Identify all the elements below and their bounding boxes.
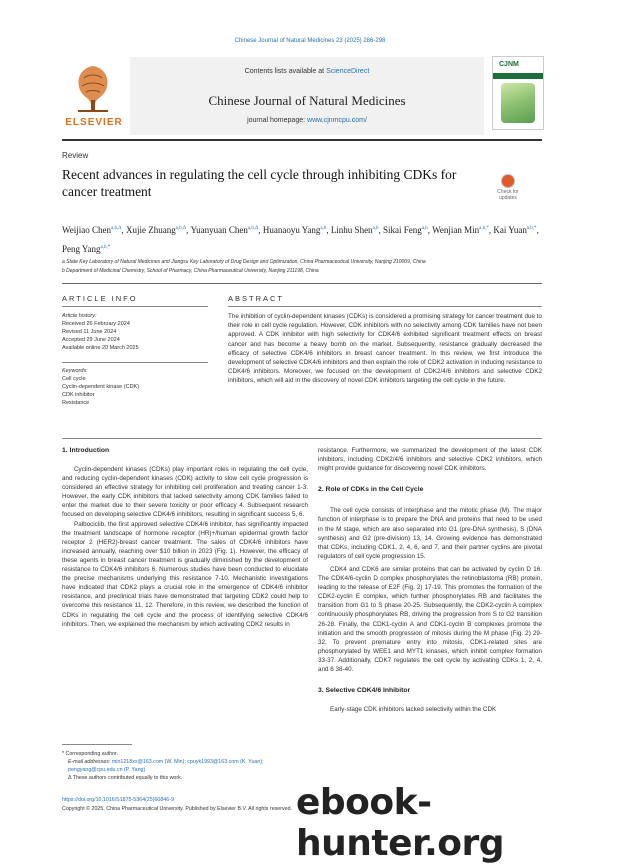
keyword-item: Cyclin-dependent kinase (CDK): [62, 384, 140, 390]
paragraph: resistance. Furthermore, we summarized the development of the latest CDK inhibitors, including CDK2/4/6 inhibitors and selective CDK2 inhibitors, which might provide guidance for discovering novel CDK inhibitors.: [318, 447, 542, 473]
right-column: [318, 446, 542, 714]
left-column: [62, 465, 308, 629]
journal-title: Chinese Journal of Natural Medicines: [208, 93, 406, 108]
author-affiliation-marker: a,b,Δ: [175, 226, 187, 231]
journal-cover-image: [492, 56, 544, 130]
article-info-heading: ARTICLE INFO: [62, 294, 138, 303]
author-affiliation-marker: a,b: [320, 226, 327, 231]
paragraph: The cell cycle consists of interphase and the mitotic phase (M). The major function of interphase is to prepare the DNA and proteins that need to be used in the M stage, which are also separated into G1 (pre-DNA synthesis), S (DNA synthesis) and G2 (pre-division) 13, 14. Growing evidence has demonstrated that CDKs, including CDK1, 2, 4, 6, and 7, and their partner cyclins are pivotal regulators of cell cycle progression 15.: [318, 507, 542, 560]
elsevier-wordmark: ELSEVIER: [65, 117, 123, 128]
homepage-link[interactable]: www.cjnmcpu.com/: [307, 117, 367, 124]
keywords: [62, 367, 208, 407]
paragraph: Cyclin-dependent kinases (CDKs) play important roles in regulating the cell cycle, and reducing cyclin-dependent kinases (CDK) activity to slow cell cycle progression is considered an effective strategy for inhibiting cell proliferation and treating cancer 1-3. However, the early CDK inhibitors that lacked selectivity among CDK families failed to enter the market due to their severe toxicity or poor efficacy 4. Subsequent research focused on developing selective CDK4/6 inhibitors, resulting in significant success 5, 6.: [62, 466, 308, 519]
abstract-heading: ABSTRACT: [228, 294, 285, 303]
article-info-rule: [62, 306, 208, 307]
history-revised: Revised 11 June 2024: [62, 329, 117, 335]
author-name[interactable]: Xujie Zhuang$^{a,b,\Delta}$: [125, 225, 187, 235]
author-affiliation-marker: a,b: [372, 226, 379, 231]
section-rule: [62, 283, 542, 284]
author-name[interactable]: Kai Yuan$^{a,b,*}$: [493, 225, 537, 235]
author-affiliation-marker: a,b,*: [100, 245, 111, 250]
affiliation-b: b Department of Medicinal Chemistry, School of Pharmacy, China Pharmaceutical University, Nanjing 211198, China: [62, 268, 319, 274]
history-online: Available online 20 March 2025: [62, 345, 139, 351]
author-name[interactable]: Linhu Shen$^{a,b}$: [330, 225, 379, 235]
doi-link[interactable]: https://doi.org/10.1016/S1875-5364(25)60846-9: [62, 797, 174, 803]
article-history: [62, 312, 208, 352]
author-name[interactable]: Peng Yang$^{a,b,*}$: [62, 244, 111, 254]
author-affiliation-marker: a,b,Δ: [111, 226, 122, 231]
author-name[interactable]: Weijiao Chen$^{a,b,\Delta}$: [62, 225, 122, 235]
watermark: ebook-hunter.org: [296, 782, 505, 864]
email-note: [62, 758, 308, 774]
author-affiliation-marker: a,b: [421, 226, 428, 231]
homepage-prefix: journal homepage:: [247, 117, 306, 124]
email-links[interactable]: min1218xx@163.com (W. Min); cpuyk1993@163.com (K. Yuan); pengyang@cpu.edu.cn (P. Yang): [68, 759, 264, 773]
sciencedirect-link[interactable]: ScienceDirect: [326, 68, 370, 75]
email-label: E-mail addresses:: [68, 759, 111, 765]
history-received: Received 26 February 2024: [62, 321, 130, 327]
contents-prefix: Contents lists available at: [244, 68, 325, 75]
corresponding-note: * Corresponding author.: [62, 751, 118, 757]
abstract-rule: [228, 306, 542, 307]
running-head: Chinese Journal of Natural Medicines 23 (2025) 286-298: [234, 38, 386, 44]
affiliations: [62, 258, 542, 276]
author-name[interactable]: Sikai Feng$^{a,b}$: [383, 225, 428, 235]
paragraph: CDK4 and CDK6 are similar proteins that can be activated by cyclin D 16. The CDK4/6-cyclin D complex phosphorylates the retinoblastoma (RB) protein, leading to the release of E2F (Fig. 2) 17-19. This promotes the formation of the CDK2-cyclin E complex, which further phosphorylates RB and facilitates the transition from G1 to S phase 20-25. Subsequently, the CDK2-cyclin A complex continuously phosphorylates RB, driving the progression from S to G2 transition 26-28. Finally, the CDK1-cyclin A and CDK1-cyclin B complexes promote the initiation and the smooth progression of mitosis during the M phase (Fig. 2) 29-32. To prevent premature entry into mitosis, CDK1-related sites are phosphorylated by WEE1 and MYT1 kinases, which inhibit complex formation 33-37. Additionally, CDK7 regulates the cell cycle by activating CDKs 1, 2, 4, and 6 38-40.: [318, 565, 542, 673]
header-rule: [62, 139, 542, 141]
affiliation-a: a State Key Laboratory of Natural Medicines and Jiangsu Key Laboratory of Drug Design and Optimization, China Pharmaceutical University, Nanjing 210009, China: [62, 259, 426, 265]
copyright-line: Copyright © 2025, China Pharmaceutical University. Published by Elsevier B.V. All rights reserved.: [62, 806, 293, 812]
author-name[interactable]: Huanaoyu Yang$^{a,b}$: [262, 225, 327, 235]
section-1-heading: 1. Introduction: [62, 447, 110, 454]
footnote-rule: [62, 744, 132, 745]
author-name[interactable]: Yuanyuan Chen$^{a,b,\Delta}$: [190, 225, 259, 235]
author-affiliation-marker: a,b,*: [526, 226, 537, 231]
keywords-label: Keywords:: [62, 368, 88, 374]
paragraph: Palbociclib, the first approved selective CDK4/6 inhibitor, has significantly impacted the treatment landscape of hormone receptor (HR)+/human epidermal growth factor receptor 2 (HER2)-breast cancer treatment. The sales of CDK4/6 inhibitors have increased annually, reaching over $10 billion in 2023 (Fig. 1). However, the efficacy of these agents in breast cancer treatment is gradually diminished by the development of resistance to CDK4/6 inhibitors 6. Numerous studies have been conducted to elucidate the precise mechanisms underlying this resistance 7-10. Mechanistic investigations have indicated that CDK2 plays a crucial role in the emergence of CDK4/6 inhibitor resistance, and preclinical trials have demonstrated that targeting CDK2 could help to overcome this resistance 11, 12. Therefore, in this review, we described the function of CDKs in regulating the cell cycle and the process of identifying selective CDK4/6 inhibitors. Then, we explained the mechanism by which activating CDK2 results in: [62, 520, 308, 628]
contents-line: [130, 68, 484, 75]
keyword-item: Resistance: [62, 400, 90, 406]
check-updates-icon: [501, 174, 515, 188]
section-2-heading: 2. Role of CDKs in the Cell Cycle: [318, 486, 424, 494]
article-type: Review: [62, 151, 89, 160]
section-3-heading: 3. Selective CDK4/6 Inhibitor: [318, 687, 411, 695]
check-updates-label: Check for updates: [497, 189, 519, 201]
equal-contribution-note: Δ These authors contributed equally to this work.: [68, 775, 183, 781]
history-accepted: Accepted 29 June 2024: [62, 337, 120, 343]
keywords-rule: [62, 362, 208, 363]
footnotes: [62, 750, 308, 782]
article-title: Recent advances in regulating the cell cycle through inhibiting CDKs for cancer treatment: [62, 167, 457, 199]
history-label: Article history:: [62, 313, 97, 319]
homepage-line: [130, 117, 484, 124]
elsevier-tree-logo: [70, 60, 116, 114]
body-rule: [62, 438, 542, 439]
author-affiliation-marker: a,b,Δ: [247, 226, 259, 231]
check-for-updates-button[interactable]: [492, 174, 524, 202]
keyword-item: Cell cycle: [62, 376, 86, 382]
keyword-item: CDK inhibitor: [62, 392, 95, 398]
author-name[interactable]: Wenjian Min$^{a,b,*}$: [432, 225, 489, 235]
author-affiliation-marker: a,b,*: [479, 226, 489, 231]
abstract-text: The inhibition of cyclin-dependent kinases (CDKs) is considered a promising strategy for cancer treatment due to their role in cell cycle regulation. However, CDK inhibitors with no selectivity among CDK families have not been approved. A CDK inhibitor with high selectivity for CDK4/6 exhibited significant treatment effects on breast cancer and has become a heavy bomb on the market. Subsequently, resistance gradually decreased the efficacy of selective CDK4/6 inhibitors in breast cancer treatment. In this review, we first introduce the development of selective CDK4/6 inhibitors and then explain the role of CDK2 activation in inducing resistance to CDK4/6 inhibitors. Moreover, we focused on the development of CDK2/4/6 inhibitors and selective CDK2 inhibitors, which will aid in the discovery of novel CDK inhibitors targeting the cell cycle in the future.: [228, 313, 542, 385]
cover-label: CJNM: [499, 61, 519, 68]
author-list: Weijiao Chen$^{a,b,\Delta}$, Xujie Zhuang$^{a,b,\Delta}$, Yuanyuan Chen$^{a,b,\Delta}$, Huanaoyu Yang$^{a,b}$, Linhu Shen$^{a,b}$, Sikai Feng$^{a,b}$, Wenjian Min$^{a,b,*}$, Kai Yuan$^{a,b,*}$, Peng Yang$^{a,b,*}$: [62, 225, 539, 254]
paragraph: Early-stage CDK inhibitors lacked selectivity within the CDK: [330, 706, 497, 714]
